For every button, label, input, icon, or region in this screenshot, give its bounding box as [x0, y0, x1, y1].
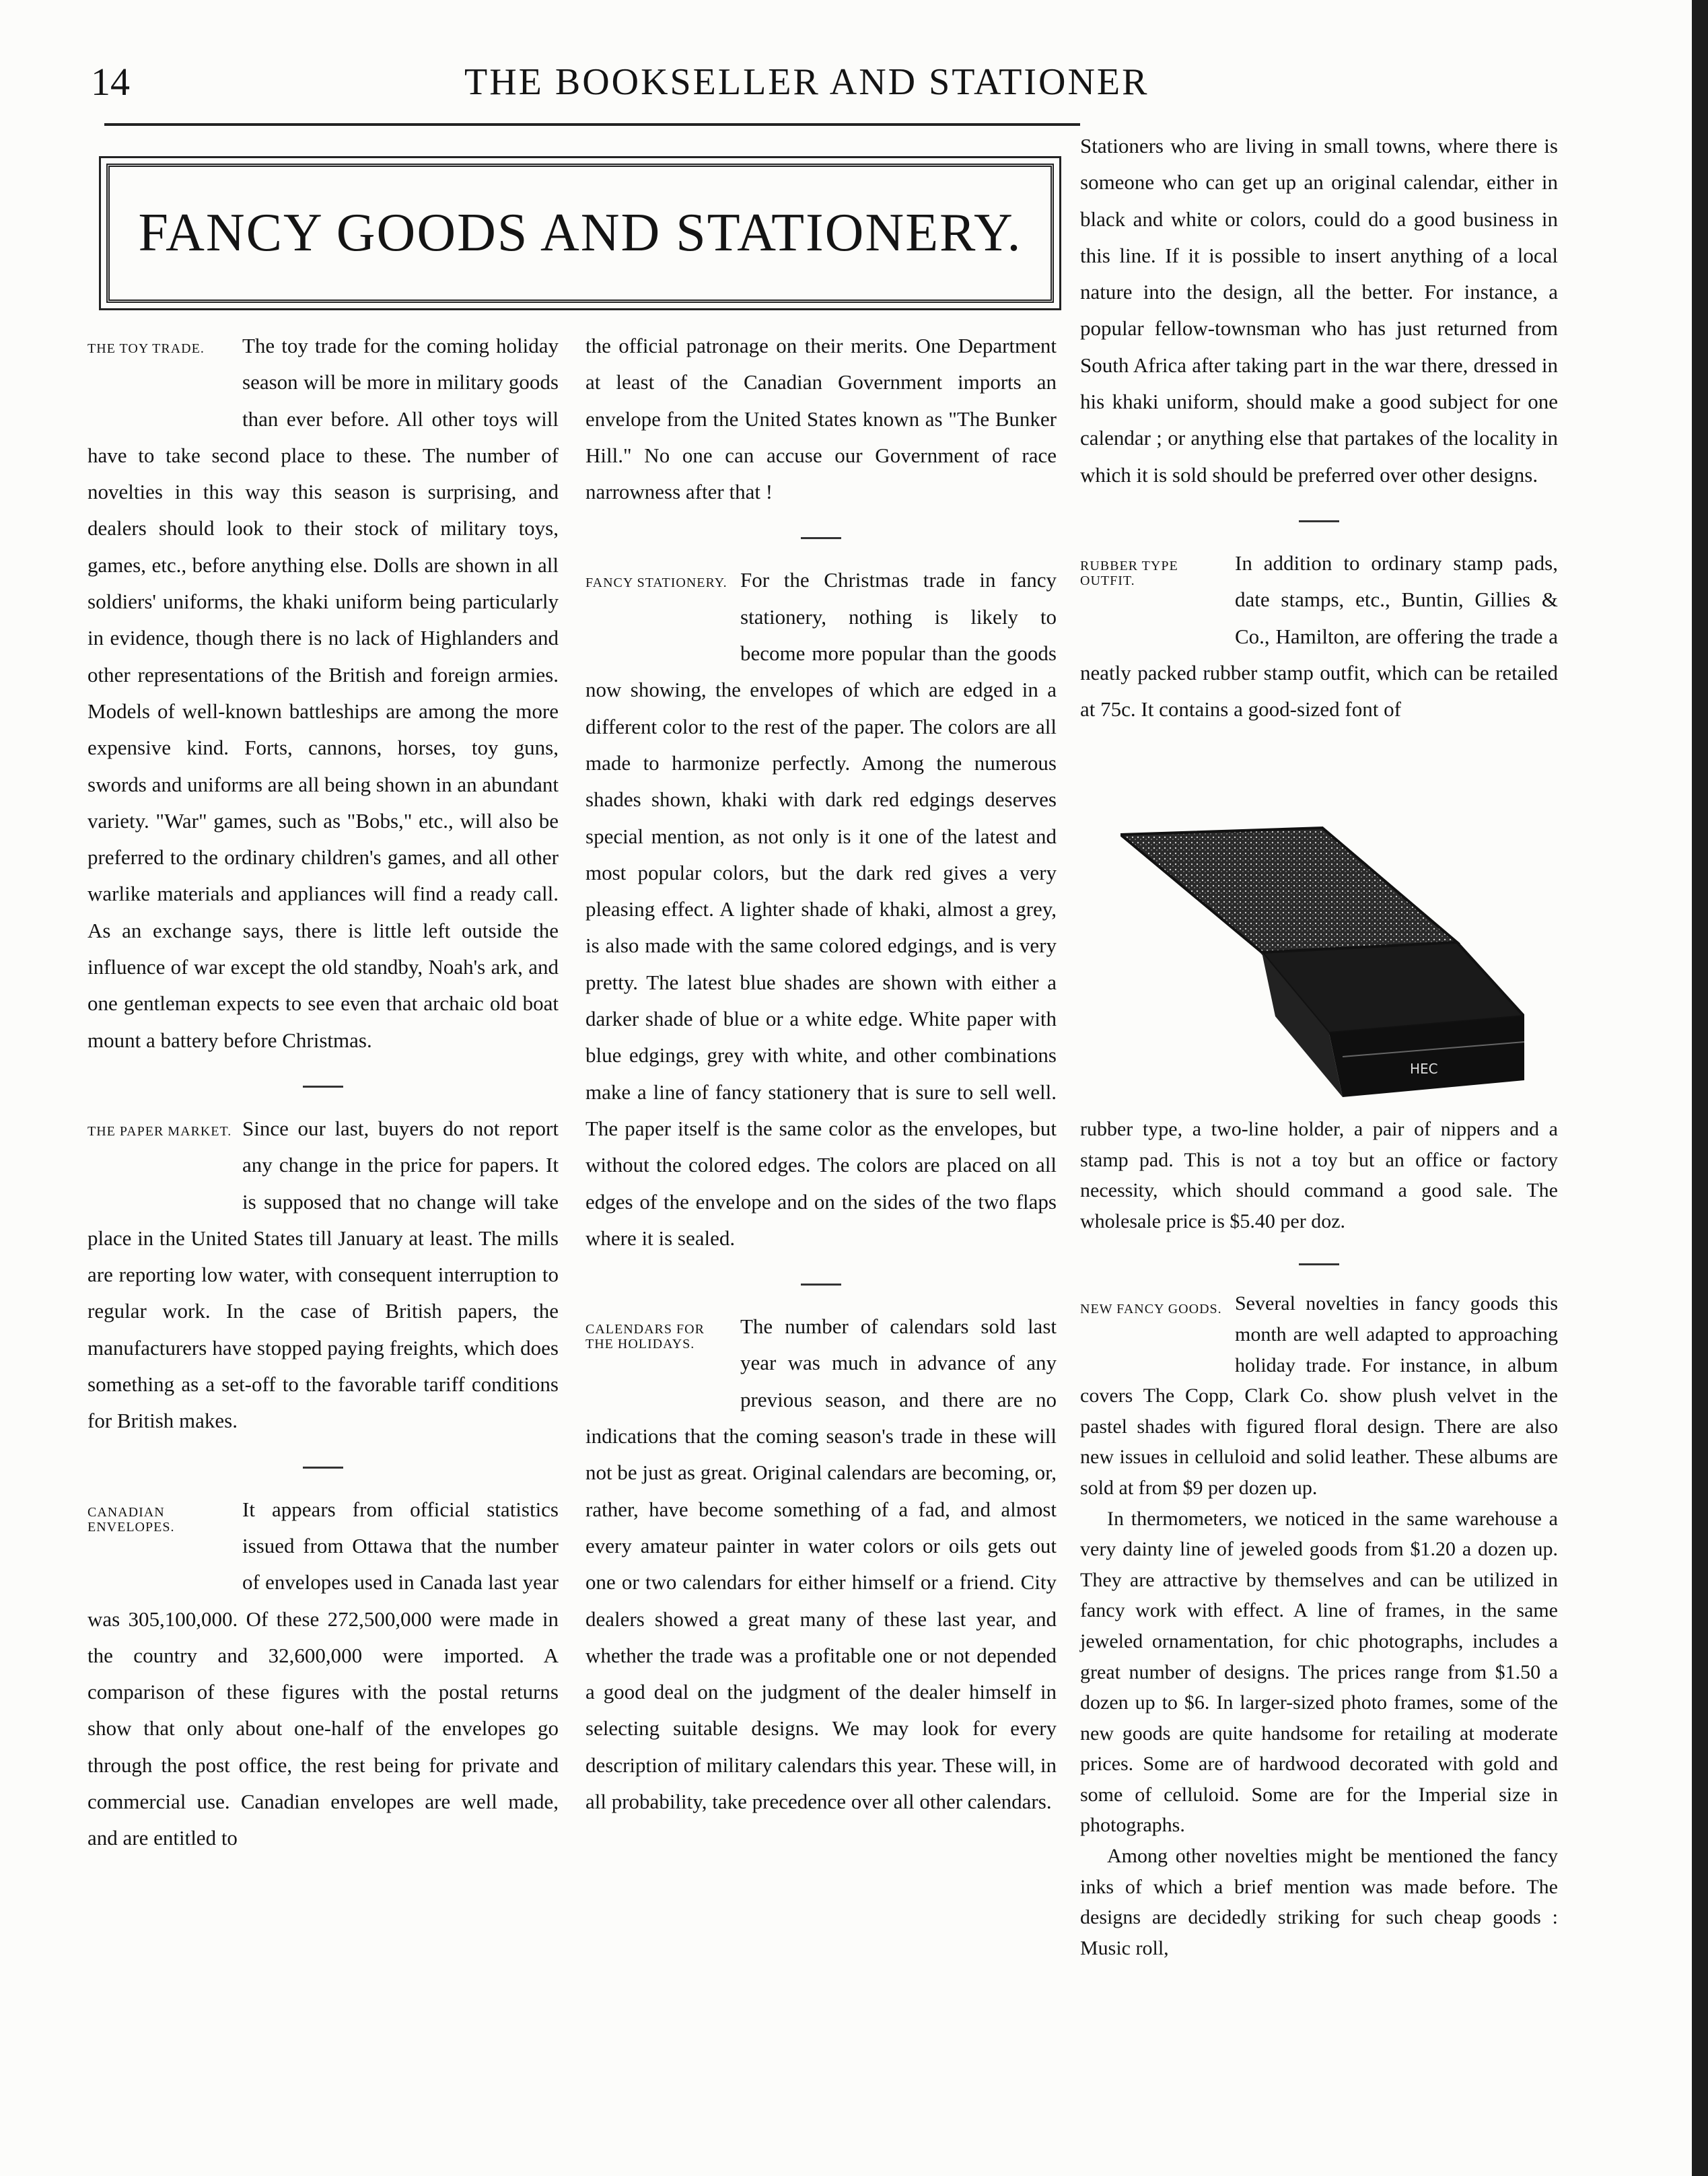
sidehead-rubber-type: RUBBER TYPE OUTFIT.	[1080, 558, 1178, 588]
article-text: Several novelties in fancy goods this month are well adapted to approaching holiday trade. For instance, in album covers The Copp, Clark Co. show plush velvet in the pastel shades with figured floral design. There are also new issues in celluloid and solid leather. These albums are sold at from $9 per dozen up.	[1080, 1292, 1558, 1499]
sidehead-paper-market: THE PAPER MARKET.	[87, 1123, 232, 1139]
sidehead-new-fancy-goods: NEW FANCY GOODS.	[1080, 1302, 1222, 1317]
article-rubber-type	[1080, 545, 1558, 728]
separator	[1299, 1263, 1339, 1265]
separator	[801, 1284, 841, 1286]
separator	[801, 537, 841, 539]
page-number: 14	[91, 60, 130, 104]
article-text: It appears from official statistics issued from Ottawa that the number of envelopes used in Canada last year was 305,100,000. Of these 272,500,000 were made in the country and 32,600,000 were imported. A comparison of these figures with the postal returns show that only about one-half of the envelopes go through the post office, the rest being for private and commercial use. Canadian envelopes are well made, and are entitled to	[87, 1497, 559, 1850]
header-rule	[104, 123, 1080, 126]
rubber-stamp-outfit-box-icon	[1120, 814, 1524, 1104]
column-1	[87, 328, 559, 1857]
separator	[1299, 520, 1339, 522]
article-text: For the Christmas trade in fancy stationery, nothing is likely to become more popular than the goods now showing, the envelopes of which are edged in a different color to the rest of the paper. The colors are all made to harmonize perfectly. Among the numerous shades shown, khaki with dark red edgings deserves special mention, as not only is it one of the latest and most popular colors, but the dark red gives a very pleasing effect. A lighter shade of khaki, almost a grey, is also made with the same colored edgings, and is very pretty. The latest blue shades are shown with either a darker shade of blue or a white edge. White paper with blue edgings, grey with white, and other combinations make a line of fancy stationery that is sure to sell well. The paper itself is the same color as the envelopes, but without the colored edges. The colors are placed on all edges of the envelope and on the sides of the two flaps where it is sealed.	[585, 568, 1057, 1250]
article-text: rubber type, a two-line holder, a pair of nippers and a stamp pad. This is not a toy but an office or factory necessity, which should command a good sale. The wholesale price is $5.40 per doz.	[1080, 1118, 1558, 1232]
sidehead-fancy-stationery: FANCY STATIONERY.	[585, 575, 727, 591]
sidehead-calendars: CALENDARS FOR THE HOLIDAYS.	[585, 1322, 705, 1352]
separator	[303, 1467, 343, 1469]
article-paragraph: Among other novelties might be mentioned the fancy inks of which a brief mention was made before. The designs are decidedly striking for such cheap goods : Music roll,	[1080, 1845, 1558, 1959]
article-canadian-envelopes	[87, 1491, 559, 1857]
article-toy-trade	[87, 328, 559, 1059]
article-new-fancy-goods	[1080, 1288, 1558, 1963]
column-2	[585, 328, 1057, 1820]
column-3-lower	[1080, 1114, 1558, 1963]
article-text: In addition to ordinary stamp pads, date stamps, etc., Buntin, Gillies & Co., Hamilton, are offering the trade a neatly packed rubber stamp outfit, which can be retailed at 75c. It contains a good-sized font of	[1080, 551, 1558, 722]
article-fancy-stationery	[585, 562, 1057, 1257]
box-label: HEC	[1410, 1061, 1438, 1077]
section-title-box	[106, 164, 1054, 303]
column-3	[1080, 128, 1558, 728]
publication-title: THE BOOKSELLER AND STATIONER	[464, 61, 1149, 103]
section-title: FANCY GOODS AND STATIONERY.	[138, 203, 1022, 262]
article-calendars	[585, 1308, 1057, 1820]
article-paper-market	[87, 1111, 559, 1440]
article-continuation: the official patronage on their merits. One Department at least of the Canadian Government imports an envelope from the United States known as "The Bunker Hill." No one can accuse our Government of race narrowness after that !	[585, 334, 1057, 504]
sidehead-toy-trade: THE TOY TRADE.	[87, 341, 205, 356]
article-text: Since our last, buyers do not report any change in the price for papers. It is supposed that no change will take place in the United States till January at least. The mills are reporting low water, with consequent interruption to regular work. In the case of British papers, the manufacturers have stopped paying freights, which does something as a set-off to the favorable tariff conditions for British makes.	[87, 1116, 559, 1433]
page-edge-border	[1692, 0, 1708, 2176]
separator	[303, 1086, 343, 1088]
rubber-stamp-outfit-illustration	[1120, 814, 1524, 1104]
article-continuation: Stationers who are living in small towns, where there is someone who can get up an original calendar, either in black and white or colors, could do a good business in this line. If it is possible to insert anything of a local nature into the design, all the better. For instance, a popular fellow-townsman who has just returned from South Africa after taking part in the war there, dressed in his khaki uniform, should make a good subject for one calendar ; or anything else that partakes of the locality in which it is sold should be preferred over other designs.	[1080, 134, 1558, 487]
article-text: The toy trade for the coming holiday season will be more in military goods than ever before. All other toys will have to take second place to these. The number of novelties in this way this season is surprising, and dealers should look to their stock of military toys, games, etc., before anything else. Dolls are shown in all soldiers' uniforms, the khaki uniform being particularly in evidence, though there is no lack of Highlanders and other representations of the British and foreign armies. Models of well-known battleships are among the more expensive kind. Forts, cannons, horses, toy guns, swords and uniforms are all being shown in an abundant variety. "War" games, such as "Bobs," etc., will also be preferred to the ordinary children's games, and all other warlike materials and appliances will find a ready call. As an exchange says, there is little left outside the influence of war except the old standby, Noah's ark, and one gentleman expects to see even that archaic old boat mount a battery before Christmas.	[87, 334, 559, 1052]
article-paragraph: In thermometers, we noticed in the same warehouse a very dainty line of jeweled goods from $1.20 a dozen up. They are attractive by themselves and can be utilized in fancy work with effect. A line of frames, in the same jeweled ornamentation, for chic photographs, includes a great number of designs. The prices range from $1.50 a dozen up to $6. In larger-sized photo frames, some of the new goods are quite handsome for retailing at moderate prices. Some are of hardwood decorated with gold and some of celluloid. Some are for the Imperial size in photographs.	[1080, 1507, 1558, 1837]
sidehead-canadian-envelopes: CANADIAN ENVELOPES.	[87, 1504, 175, 1535]
article-text: The number of calendars sold last year was much in advance of any previous season, and there are no indications that the coming season's trade in these will not be just as great. Original calendars are becoming, or, rather, have become something of a fad, and almost every amateur painter in water colors or oils gets out one or two calendars for either himself or a friend. City dealers showed a great many of these last year, and whether the trade was a profitable one or not depended a good deal on the judgment of the dealer himself in selecting suitable designs. We may look for every description of military calendars this year. These will, in all probability, take precedence over all other calendars.	[585, 1314, 1057, 1813]
